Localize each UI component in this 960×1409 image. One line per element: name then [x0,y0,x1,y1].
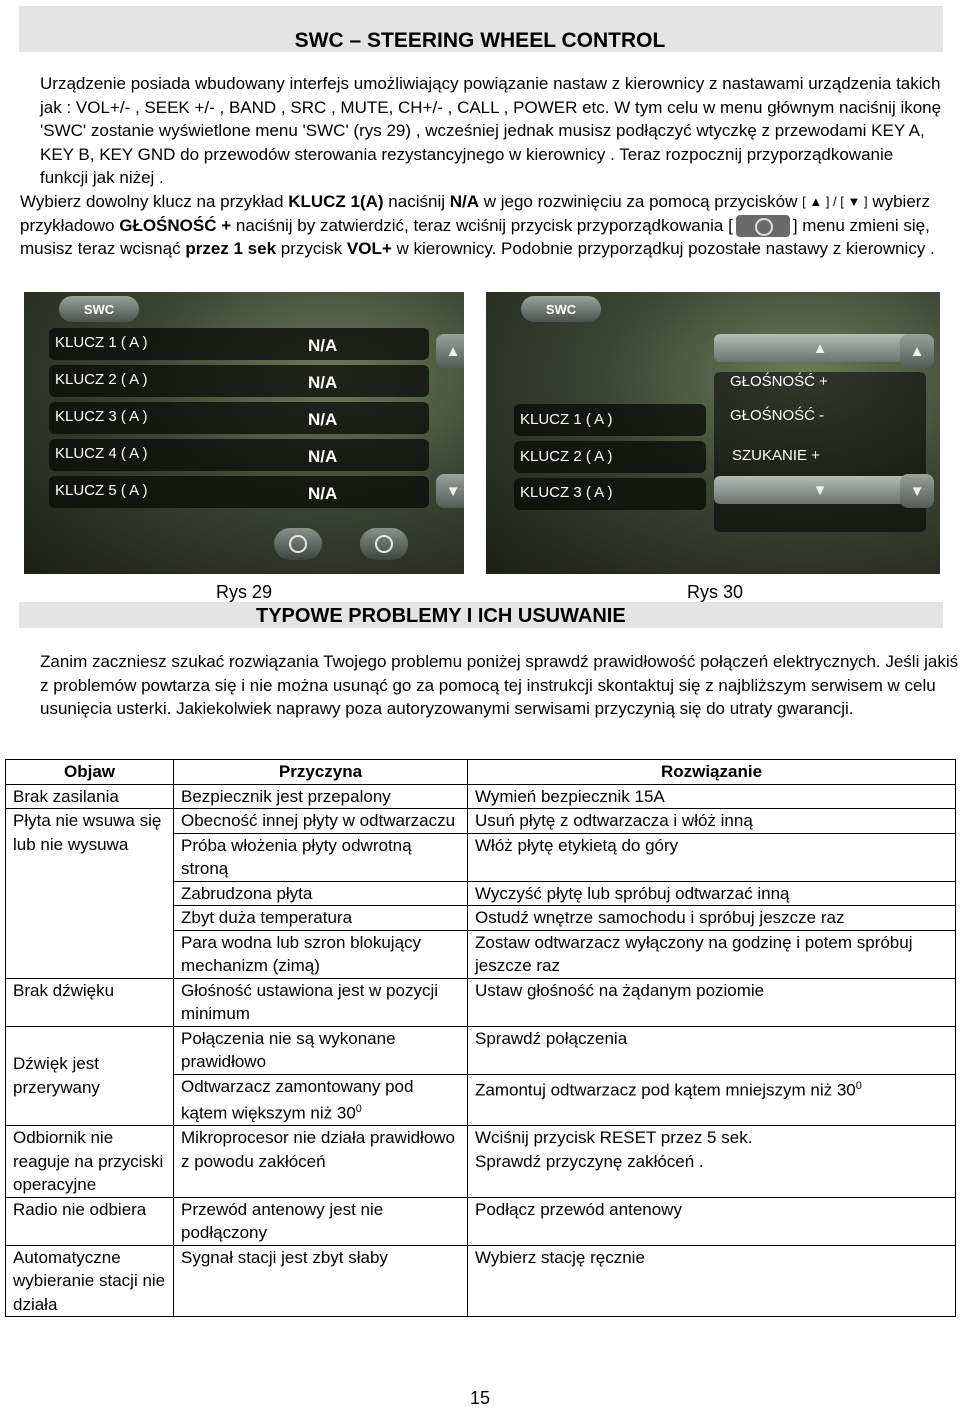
column-header: Rozwiązanie [468,760,956,785]
swc-tab[interactable]: SWC [59,296,139,322]
table-row [6,1126,956,1198]
scroll-down-button[interactable] [900,474,934,508]
scroll-up-button[interactable] [436,334,464,368]
column-header: Przyczyna [174,760,468,785]
arrow-up-icon: ▲ [812,339,828,357]
key-value[interactable]: N/A [308,336,338,355]
cause-cell: Zbyt duża temperatura [174,906,468,931]
figure-caption-30: Rys 30 [687,582,744,602]
cause-cell: Przewód antenowy jest nie podłączony [174,1197,468,1245]
key-value[interactable]: N/A [308,447,338,466]
key-label: KLUCZ 3 ( A ) [55,408,148,425]
cause-cell: Mikroprocesor nie działa prawidłowo z powodu zakłóceń [174,1126,468,1198]
key-label: KLUCZ 3 ( A ) [520,484,613,501]
key-value[interactable]: N/A [308,484,338,503]
table-row [6,978,956,1026]
table-row [6,1245,956,1317]
options-up-button[interactable] [714,334,926,362]
key-label: KLUCZ 2 ( A ) [520,448,613,465]
key-label: KLUCZ 5 ( A ) [55,482,148,499]
troubleshooting-table [5,759,956,1317]
cause-cell: Połączenia nie są wykonane prawidłowo [174,1026,468,1074]
page-number: 15 [469,1388,491,1408]
intro-paragraph-1: Urządzenie posiada wbudowany interfejs umożliwiający powiązanie nastaw z kierownicy z nastawami urządzenia takich jak : VOL+/- , SEEK +/- , BAND , SRC , MUTE, CH+/- , CALL , POWER etc. W tym celu w menu głównym naciśnij ikonę 'SWC' zostanie wyświetlone menu 'SWC' (rys 29) , wcześniej jednak musisz podłączyć wtyczkę z przewodami KEY A, KEY B, KEY GND do przewodów sterowania rezystancyjnego w kierownicy . Teraz rozpocznij przyporządkowanie funkcji jak niżej . [40,74,942,187]
solution-cell: Ustaw głośność na żądanym poziomie [468,978,956,1026]
key-value[interactable]: N/A [308,373,338,392]
intro-text [20,72,942,261]
cause-cell: Głośność ustawiona jest w pozycji minimum [174,978,468,1026]
arrow-down-icon: ▼ [445,482,461,500]
key-label: KLUCZ 4 ( A ) [55,445,148,462]
swc-screen-fig29 [24,292,464,574]
symptom-cell: Dźwięk jest przerywany [6,1026,174,1126]
cause-cell: Obecność innej płyty w odtwarzaczu [174,809,468,834]
option-item[interactable]: GŁOŚNOŚĆ - [730,407,825,424]
table-row [6,784,956,809]
key-label: KLUCZ 1 ( A ) [520,411,613,428]
solution-cell: Zamontuj odtwarzacz pod kątem mniejszym niż $30^0$ [468,1074,956,1126]
option-item[interactable]: GŁOŚNOŚĆ + [730,373,828,390]
key-value[interactable]: N/A [308,410,338,429]
cause-cell: Sygnał stacji jest zbyt słaby [174,1245,468,1317]
options-down-button[interactable] [714,476,926,504]
solution-cell: Podłącz przewód antenowy [468,1197,956,1245]
troubleshooting-intro: Zanim zaczniesz szukać rozwiązania Twojego problemu poniżej sprawdź prawidłowość połączeń elektrycznych. Jeśli jakiś z problemów powtarza się i nie można usunąć go za pomocą tej instrukcji skontaktuj się z najbliższym serwisem w celu usunięcia usterki. Jakiekolwiek naprawy poza autoryzowanymi serwisami przyczynią się do utraty gwarancji. [40,652,959,718]
arrow-up-icon: ▲ [909,342,925,360]
section-title: TYPOWE PROBLEMY I ICH USUWANIE [256,605,626,627]
solution-cell: Sprawdź połączenia [468,1026,956,1074]
back-button[interactable] [360,528,408,560]
symptom-cell: Płyta nie wsuwa się lub nie wysuwa [6,809,174,979]
page-title: SWC – STEERING WHEEL CONTROL [294,29,666,52]
solution-cell: Wciśnij przycisk RESET przez 5 sek. Sprawdź przyczynę zakłóceń . [468,1126,956,1198]
solution-cell: Wyczyść płytę lub spróbuj odtwarzać inną [468,881,956,906]
option-item[interactable]: SZUKANIE + [732,447,820,464]
arrow-up-icon: ▲ [445,342,461,360]
solution-cell: Wymień bezpiecznik 15A [468,784,956,809]
scroll-up-button[interactable] [900,334,934,368]
table-header-row [6,760,956,785]
arrow-down-icon: ▼ [909,482,925,500]
figure-caption-29: Rys 29 [216,582,273,602]
symptom-cell: Odbiornik nie reaguje na przyciski operacyjne [6,1126,174,1198]
arrow-down-icon: ▼ [812,481,828,499]
symptom-cell: Automatyczne wybieranie stacji nie działa [6,1245,174,1317]
solution-cell: Ostudź wnętrze samochodu i spróbuj jeszcze raz [468,906,956,931]
cause-cell: Próba włożenia płyty odwrotną stroną [174,833,468,881]
solution-cell: Włóż płytę etykietą do góry [468,833,956,881]
table-row [6,1197,956,1245]
key-label: KLUCZ 2 ( A ) [55,371,148,388]
symptom-cell: Brak dźwięku [6,978,174,1026]
arrow-keys-icon: [ ▲ ] / [ ▼ ] [802,194,868,210]
symptom-cell: Brak zasilania [6,784,174,809]
swc-tab[interactable]: SWC [521,296,601,322]
cause-cell: Bezpiecznik jest przepalony [174,784,468,809]
cause-cell: Para wodna lub szron blokujący mechanizm (zimą) [174,930,468,978]
column-header: Objaw [6,760,174,785]
key-label: KLUCZ 1 ( A ) [55,334,148,351]
cause-cell: Zabrudzona płyta [174,881,468,906]
intro-paragraph-2: Wybierz dowolny klucz na przykład KLUCZ 1(A) naciśnij N/A w jego rozwinięciu za pomocą przycisków [ ▲ ] / [ ▼ ] wybierz przykładowo GŁOŚNOŚĆ + naciśnij by zatwierdzić, teraz wciśnij przycisk przyporządkowania [ ] menu zmieni się, musisz teraz wcisnąć przez 1 sek przycisk VOL+ w kierownicy. Podobnie przyporządkuj pozostałe nastawy z kierownicy . [20,191,935,259]
solution-cell: Usuń płytę z odtwarzacza i włóż inną [468,809,956,834]
solution-cell: Wybierz stację ręcznie [468,1245,956,1317]
table-row [6,1026,956,1074]
assign-button[interactable] [274,528,322,560]
swc-screen-fig30 [486,292,940,574]
cause-cell: Odtwarzacz zamontowany pod kątem większym niż $30^0$ [174,1074,468,1126]
assign-button-icon [736,215,790,237]
solution-cell: Zostaw odtwarzacz wyłączony na godzinę i potem spróbuj jeszcze raz [468,930,956,978]
scroll-down-button[interactable] [436,474,464,508]
symptom-cell: Radio nie odbiera [6,1197,174,1245]
table-row [6,809,956,834]
